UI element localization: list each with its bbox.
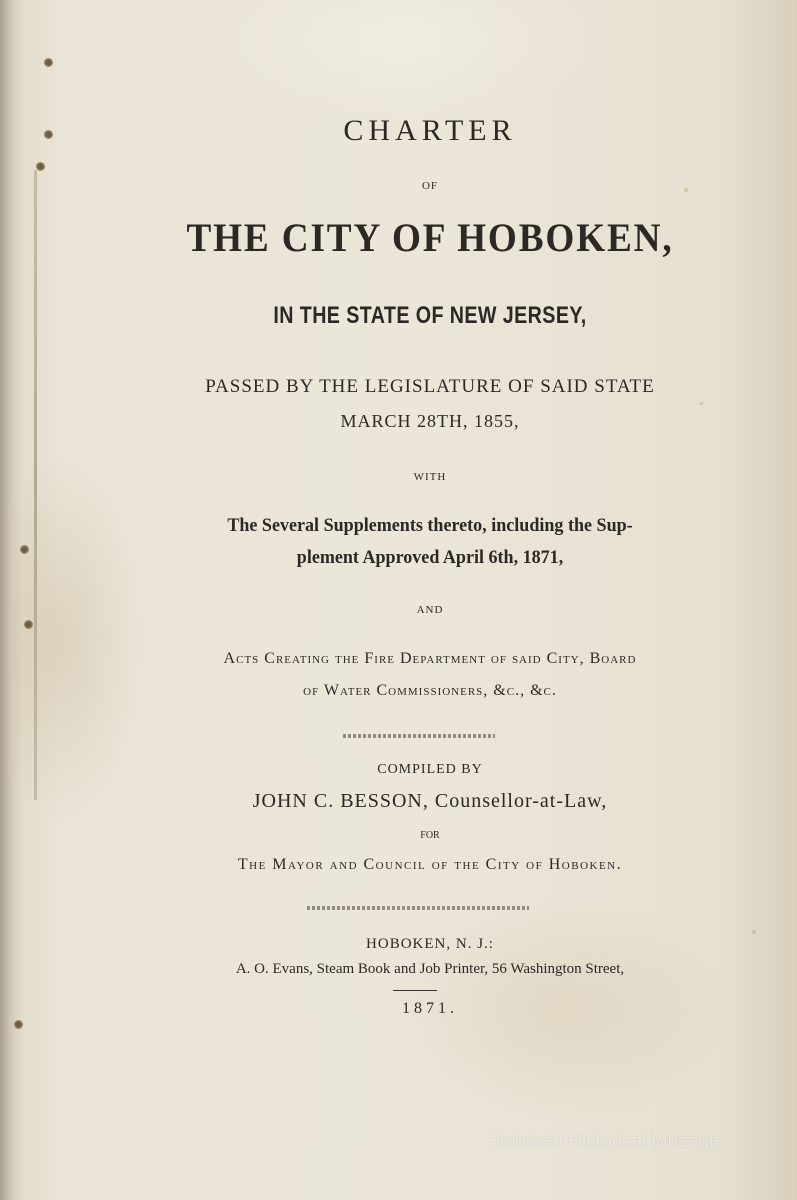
binding-thread <box>34 170 37 800</box>
city-name: THE CITY OF HOBOKEN, <box>186 215 674 260</box>
supplements-line-1: The Several Supplements thereto, including the Sup- <box>227 515 633 536</box>
ornamental-rule <box>343 734 495 738</box>
foxing-spot <box>752 930 756 934</box>
foxing-spot <box>700 402 703 405</box>
supplements-line-2: plement Approved April 6th, 1871, <box>296 547 564 568</box>
stitch-hole <box>44 130 53 139</box>
acts-line-1: Acts Creating the Fire Department of said City, Board <box>223 650 637 667</box>
connector-and: AND <box>416 604 444 616</box>
printer-line: A. O. Evans, Steam Book and Job Printer, 56 Washington Street, <box>235 961 625 977</box>
connector-with: WITH <box>413 471 447 483</box>
compiled-by-label: COMPILED BY <box>377 762 483 777</box>
stitch-hole <box>24 620 33 629</box>
connector-of: OF <box>421 180 439 192</box>
stitch-hole <box>36 162 45 171</box>
publication-year: 1871. <box>402 1000 458 1017</box>
document-title: CHARTER <box>343 114 517 147</box>
stitch-hole <box>44 58 53 67</box>
recipient-line: The Mayor and Council of the City of Hoboken. <box>237 856 623 873</box>
acts-line-2: of Water Commissioners, &c., &c. <box>303 682 557 699</box>
stitch-hole <box>14 1020 23 1029</box>
state-line: IN THE STATE OF NEW JERSEY, <box>273 302 587 329</box>
stitch-hole <box>20 545 29 554</box>
passage-date: MARCH 28TH, 1855, <box>340 411 520 431</box>
compiler-name: JOHN C. BESSON, Counsellor-at-Law, <box>252 790 608 812</box>
book-binding-edge <box>0 0 14 1200</box>
museum-watermark: Hoboken Historical Museum <box>487 1131 725 1152</box>
year-rule <box>393 990 437 991</box>
passed-line: PASSED BY THE LEGISLATURE OF SAID STATE <box>205 376 655 397</box>
connector-for: FOR <box>420 830 440 841</box>
ornamental-rule <box>307 906 529 910</box>
publication-place: HOBOKEN, N. J.: <box>366 936 494 952</box>
